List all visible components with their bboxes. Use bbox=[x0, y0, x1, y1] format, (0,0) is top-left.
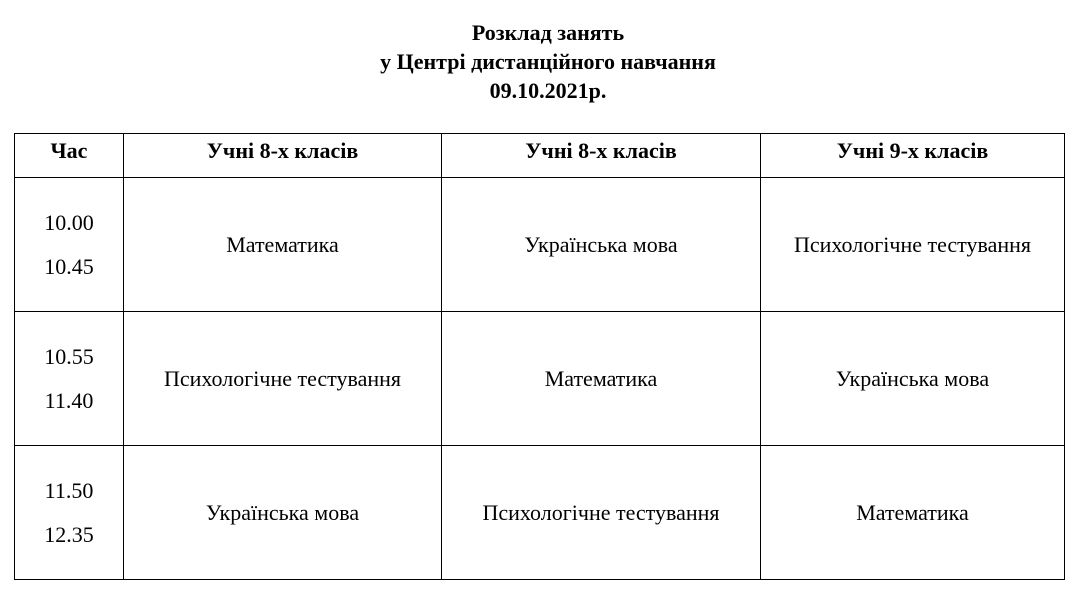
header-row bbox=[15, 134, 1065, 178]
subject-cell: Українська мова bbox=[442, 178, 761, 312]
title-line-schedule: Розклад занять bbox=[471, 20, 625, 45]
header-group-9: Учні 9-х класів bbox=[761, 134, 1065, 178]
table-row bbox=[15, 178, 1065, 312]
title-line-center: у Центрі дистанційного навчання bbox=[380, 49, 716, 74]
subject-cell: Психологічне тестування bbox=[761, 178, 1065, 312]
time-end: 11.40 bbox=[44, 387, 94, 413]
time-start: 11.50 bbox=[44, 477, 94, 503]
time-start: 10.55 bbox=[44, 343, 94, 369]
header-group-8-b: Учні 8-х класів bbox=[442, 134, 761, 178]
time-end: 10.45 bbox=[44, 253, 94, 279]
header-group-8-a: Учні 8-х класів bbox=[124, 134, 442, 178]
subject-cell: Математика bbox=[442, 312, 761, 446]
table-row bbox=[15, 446, 1065, 580]
time-cell bbox=[15, 446, 124, 580]
time-cell bbox=[15, 312, 124, 446]
time-start: 10.00 bbox=[44, 209, 94, 235]
time-end: 12.35 bbox=[44, 521, 94, 547]
table-row bbox=[15, 312, 1065, 446]
subject-cell: Психологічне тестування bbox=[442, 446, 761, 580]
title-line-date: 09.10.2021р. bbox=[489, 78, 607, 103]
time-cell bbox=[15, 178, 124, 312]
subject-cell: Українська мова bbox=[124, 446, 442, 580]
header-time: Час bbox=[15, 134, 124, 178]
schedule-table bbox=[14, 133, 1065, 580]
subject-cell: Математика bbox=[124, 178, 442, 312]
subject-cell: Математика bbox=[761, 446, 1065, 580]
subject-cell: Психологічне тестування bbox=[124, 312, 442, 446]
subject-cell: Українська мова bbox=[761, 312, 1065, 446]
document-title bbox=[0, 18, 1074, 105]
